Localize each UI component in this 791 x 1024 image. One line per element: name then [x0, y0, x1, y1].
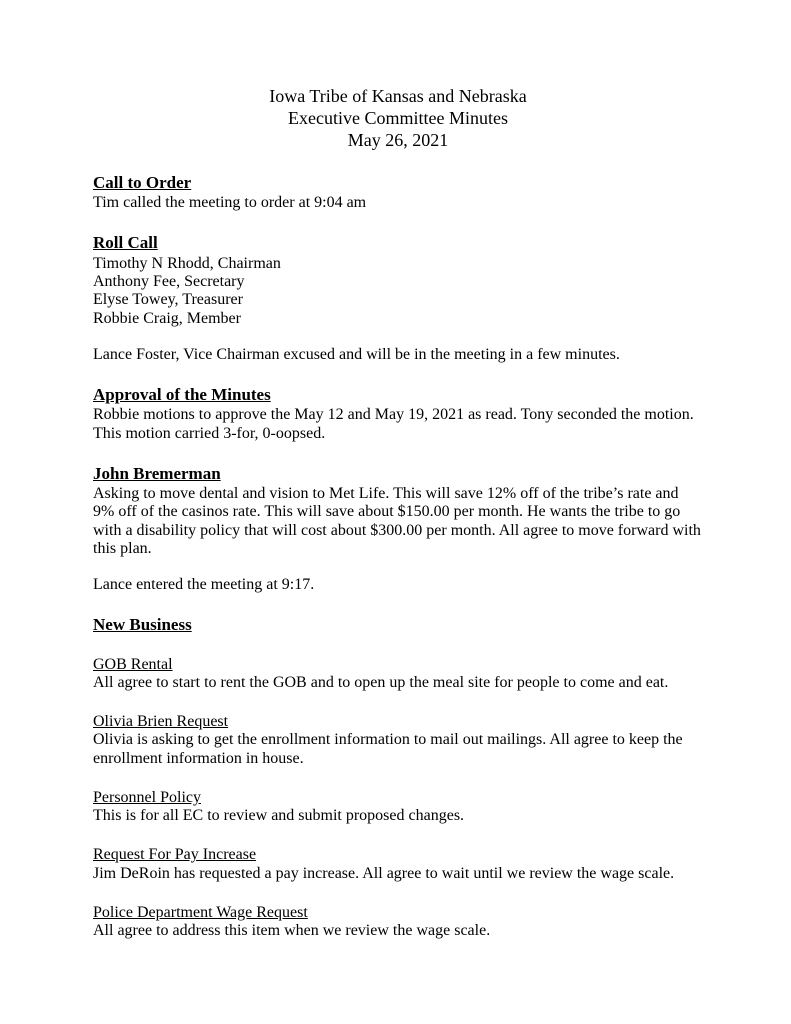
new-business-item-title: Personnel Policy [93, 788, 201, 806]
roll-call-member: Anthony Fee, Secretary [93, 273, 245, 291]
roll-call-member: Elyse Towey, Treasurer [93, 291, 243, 309]
john-bremerman-note: Lance entered the meeting at 9:17. [93, 576, 315, 594]
approval-of-minutes-body: Robbie motions to approve the May 12 and May 19, 2021 as read. Tony seconded the motion. This motion carried 3-for, 0-oopsed. [93, 406, 694, 442]
section-heading-roll-call: Roll Call [93, 233, 158, 253]
new-business-item-request-for-pay-increase [93, 846, 703, 882]
section-heading-new-business: New Business [93, 615, 192, 635]
call-to-order-body: Tim called the meeting to order at 9:04 am [93, 194, 367, 212]
new-business-item-title: Olivia Brien Request [93, 713, 229, 731]
document-title-date: May 26, 2021 [347, 129, 449, 150]
document-title-block [93, 86, 703, 152]
new-business-item-title: Police Department Wage Request [93, 903, 308, 921]
section-heading-call-to-order: Call to Order [93, 172, 192, 192]
document-title-org: Iowa Tribe of Kansas and Nebraska [269, 86, 527, 106]
john-bremerman-body: Asking to move dental and vision to Met Life. This will save 12% off of the tribe’s rate and 9% off of the casinos rate. This will save about $150.00 per month. He wants the tribe to go with a disability policy that will cost about $300.00 per month. All agree to move forward with this plan. [93, 485, 701, 557]
section-approval-of-minutes [93, 385, 703, 443]
section-new-business [93, 615, 703, 940]
section-roll-call [93, 233, 703, 364]
document-title-type: Executive Committee Minutes [288, 107, 508, 128]
roll-call-member: Timothy N Rhodd, Chairman [93, 254, 281, 272]
new-business-item-personnel-policy [93, 789, 703, 825]
section-call-to-order [93, 173, 703, 213]
new-business-item-body: Olivia is asking to get the enrollment information to mail out mailings. All agree to keep the enrollment information in house. [93, 731, 683, 767]
roll-call-member: Robbie Craig, Member [93, 309, 241, 327]
new-business-item-body: This is for all EC to review and submit proposed changes. [93, 807, 465, 825]
new-business-item-title: GOB Rental [93, 655, 173, 673]
new-business-item-body: All agree to start to rent the GOB and to open up the meal site for people to come and eat. [93, 674, 669, 692]
section-john-bremerman [93, 464, 703, 595]
section-heading-john-bremerman: John Bremerman [93, 463, 221, 483]
new-business-item-olivia-brien-request [93, 713, 703, 768]
new-business-item-police-department-wage-request [93, 904, 703, 940]
new-business-item-body: Jim DeRoin has requested a pay increase. All agree to wait until we review the wage scale. [93, 864, 675, 882]
new-business-item-gob-rental [93, 656, 703, 692]
new-business-item-body: All agree to address this item when we review the wage scale. [93, 922, 491, 940]
section-heading-approval-of-minutes: Approval of the Minutes [93, 385, 271, 405]
roll-call-note: Lance Foster, Vice Chairman excused and will be in the meeting in a few minutes. [93, 345, 620, 363]
new-business-item-title: Request For Pay Increase [93, 846, 257, 864]
